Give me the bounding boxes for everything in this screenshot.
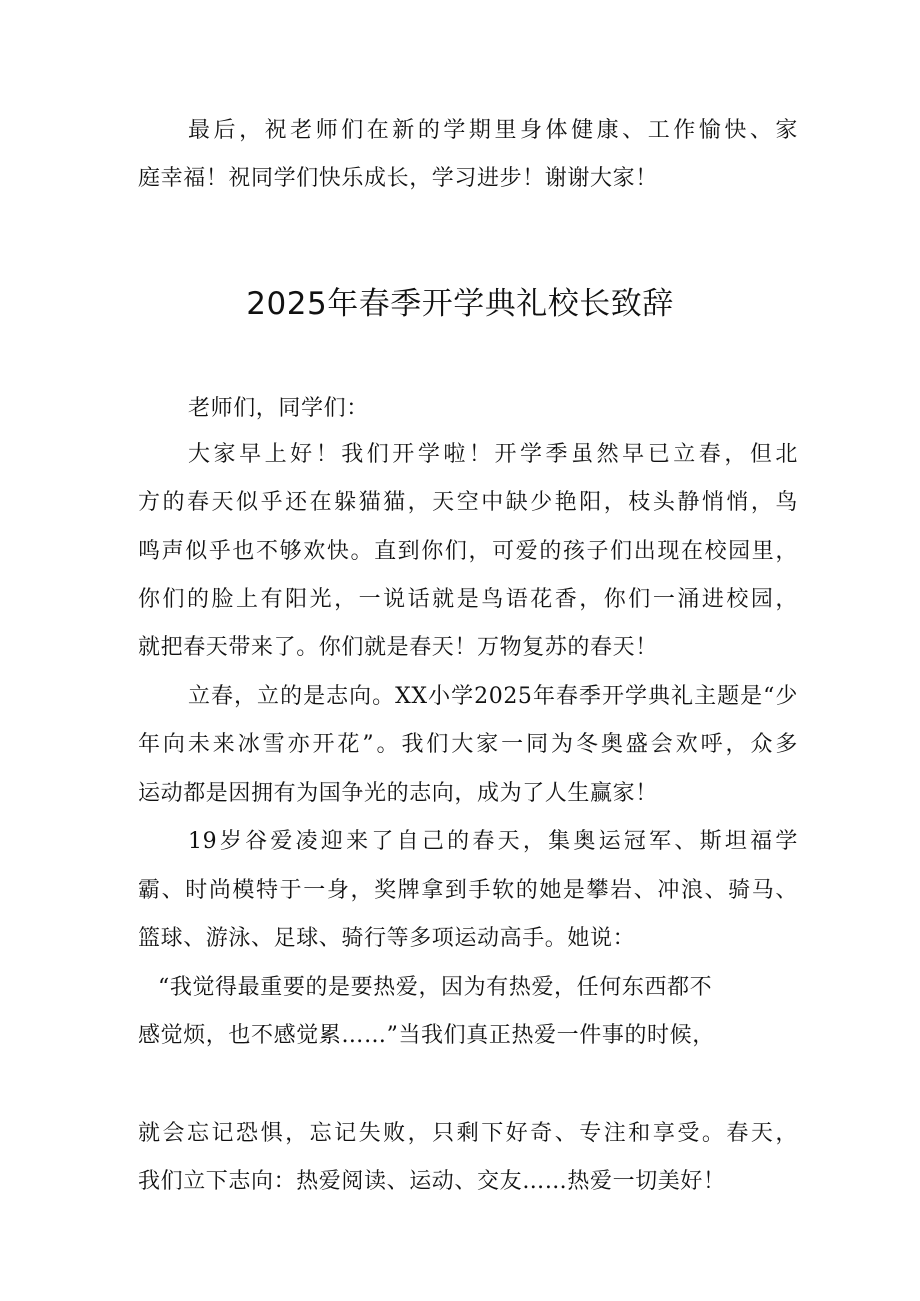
- paragraph-2-line-2: 年向未来冰雪亦开花”。我们大家一同为冬奥盛会欢呼，众多: [138, 732, 798, 757]
- paragraph-3-line-1: 19岁谷爱凌迎来了自己的春天，集奥运冠军、斯坦福学: [188, 829, 798, 854]
- paragraph-1-line-1: 大家早上好！我们开学啦！开学季虽然早已立春，但北: [188, 442, 798, 467]
- quote-line-1: “我觉得最重要的是要热爱，因为有热爱，任何东西都不: [158, 975, 713, 1000]
- closing-paragraph-line-2: 庭幸福！祝同学们快乐成长，学习进步！谢谢大家！: [138, 166, 658, 191]
- paragraph-4-line-2: 我们立下志向：热爱阅读、运动、交友……热爱一切美好！: [138, 1169, 726, 1194]
- paragraph-4-line-1: 就会忘记恐惧，忘记失败，只剩下好奇、专注和享受。春天，: [138, 1121, 798, 1146]
- quote-line-2: 感觉烦，也不感觉累……”当我们真正热爱一件事的时候，: [138, 1023, 715, 1048]
- paragraph-1-line-3: 鸣声似乎也不够欢快。直到你们，可爱的孩子们出现在校园里，: [138, 539, 798, 564]
- paragraph-3-line-2: 霸、时尚模特于一身，奖牌拿到手软的她是攀岩、冲浪、骑马、: [138, 878, 798, 903]
- paragraph-2-line-1: 立春，立的是志向。XX小学2025年春季开学典礼主题是“少: [188, 684, 798, 709]
- paragraph-2-line-3: 运动都是因拥有为国争光的志向，成为了人生赢家！: [138, 781, 658, 806]
- paragraph-1-line-4: 你们的脸上有阳光，一说话就是鸟语花香，你们一涌进校园，: [138, 587, 798, 612]
- document-title: 2025年春季开学典礼校长致辞: [246, 286, 674, 322]
- paragraph-3-line-3: 篮球、游泳、足球、骑行等多项运动高手。她说：: [138, 926, 636, 951]
- paragraph-1-line-2: 方的春天似乎还在躲猫猫，天空中缺少艳阳，枝头静悄悄，鸟: [138, 490, 798, 515]
- paragraph-1-line-5: 就把春天带来了。你们就是春天！万物复苏的春天！: [138, 635, 658, 660]
- salutation-line: 老师们，同学们：: [188, 396, 369, 421]
- closing-paragraph-line-1: 最后，祝老师们在新的学期里身体健康、工作愉快、家: [188, 118, 798, 143]
